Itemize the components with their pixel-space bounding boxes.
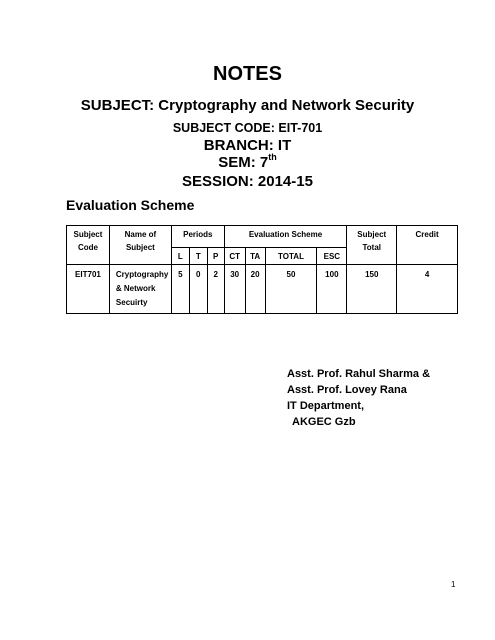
cell-ct: 30 bbox=[224, 265, 245, 314]
header-subject-code bbox=[67, 226, 110, 265]
header-total-line1: Subject bbox=[357, 230, 387, 239]
header-subject-code-line2: Code bbox=[77, 243, 98, 252]
signature-line-3: IT Department, bbox=[287, 400, 365, 412]
header-name-line1: Name of bbox=[124, 230, 157, 239]
cell-ta: 20 bbox=[245, 265, 265, 314]
cell-esc: 100 bbox=[317, 265, 347, 314]
header-periods: Periods bbox=[171, 226, 224, 248]
evaluation-scheme-table bbox=[66, 225, 458, 314]
semester-value: SEM: 7 bbox=[218, 154, 269, 171]
semester-line bbox=[0, 154, 495, 171]
table-row bbox=[67, 265, 458, 314]
cell-p: 2 bbox=[207, 265, 224, 314]
signature-line-1: Asst. Prof. Rahul Sharma & bbox=[287, 368, 431, 380]
cell-l: 5 bbox=[171, 265, 189, 314]
subject-code-line: SUBJECT CODE: EIT-701 bbox=[172, 121, 323, 135]
cell-t: 0 bbox=[189, 265, 207, 314]
header-credit: Credit bbox=[397, 226, 458, 265]
page-title: NOTES bbox=[213, 63, 282, 85]
header-t: T bbox=[189, 248, 207, 265]
session-line: SESSION: 2014-15 bbox=[182, 173, 313, 190]
header-l: L bbox=[171, 248, 189, 265]
header-name-line2: Subject bbox=[125, 243, 155, 252]
header-subject-total bbox=[347, 226, 397, 265]
cell-name-line3: Secuirty bbox=[115, 298, 148, 307]
cell-total: 50 bbox=[265, 265, 317, 314]
header-total-line2: Total bbox=[362, 243, 381, 252]
signature-block bbox=[287, 366, 430, 430]
header-p: P bbox=[207, 248, 224, 265]
cell-name bbox=[109, 265, 171, 314]
subject-line: SUBJECT: Cryptography and Network Security bbox=[80, 97, 415, 114]
header-evaluation-scheme: Evaluation Scheme bbox=[224, 226, 347, 248]
header-ct: CT bbox=[224, 248, 245, 265]
cell-credit: 4 bbox=[397, 265, 458, 314]
header-esc: ESC bbox=[317, 248, 347, 265]
semester-suffix: th bbox=[268, 152, 277, 162]
cell-code: EIT701 bbox=[67, 265, 110, 314]
evaluation-scheme-heading: Evaluation Scheme bbox=[66, 197, 195, 213]
header-ta: TA bbox=[245, 248, 265, 265]
signature-line-2: Asst. Prof. Lovey Rana bbox=[287, 384, 407, 396]
cell-name-line1: Cryptography bbox=[115, 270, 169, 279]
signature-line-4: AKGEC Gzb bbox=[292, 416, 356, 428]
header-total: TOTAL bbox=[265, 248, 317, 265]
branch-line: BRANCH: IT bbox=[203, 137, 292, 154]
cell-name-line2: & Network bbox=[115, 284, 156, 293]
header-subject-code-line1: Subject bbox=[73, 230, 103, 239]
page-number: 1 bbox=[451, 580, 456, 589]
header-name-of-subject bbox=[109, 226, 171, 265]
cell-subject-total: 150 bbox=[347, 265, 397, 314]
